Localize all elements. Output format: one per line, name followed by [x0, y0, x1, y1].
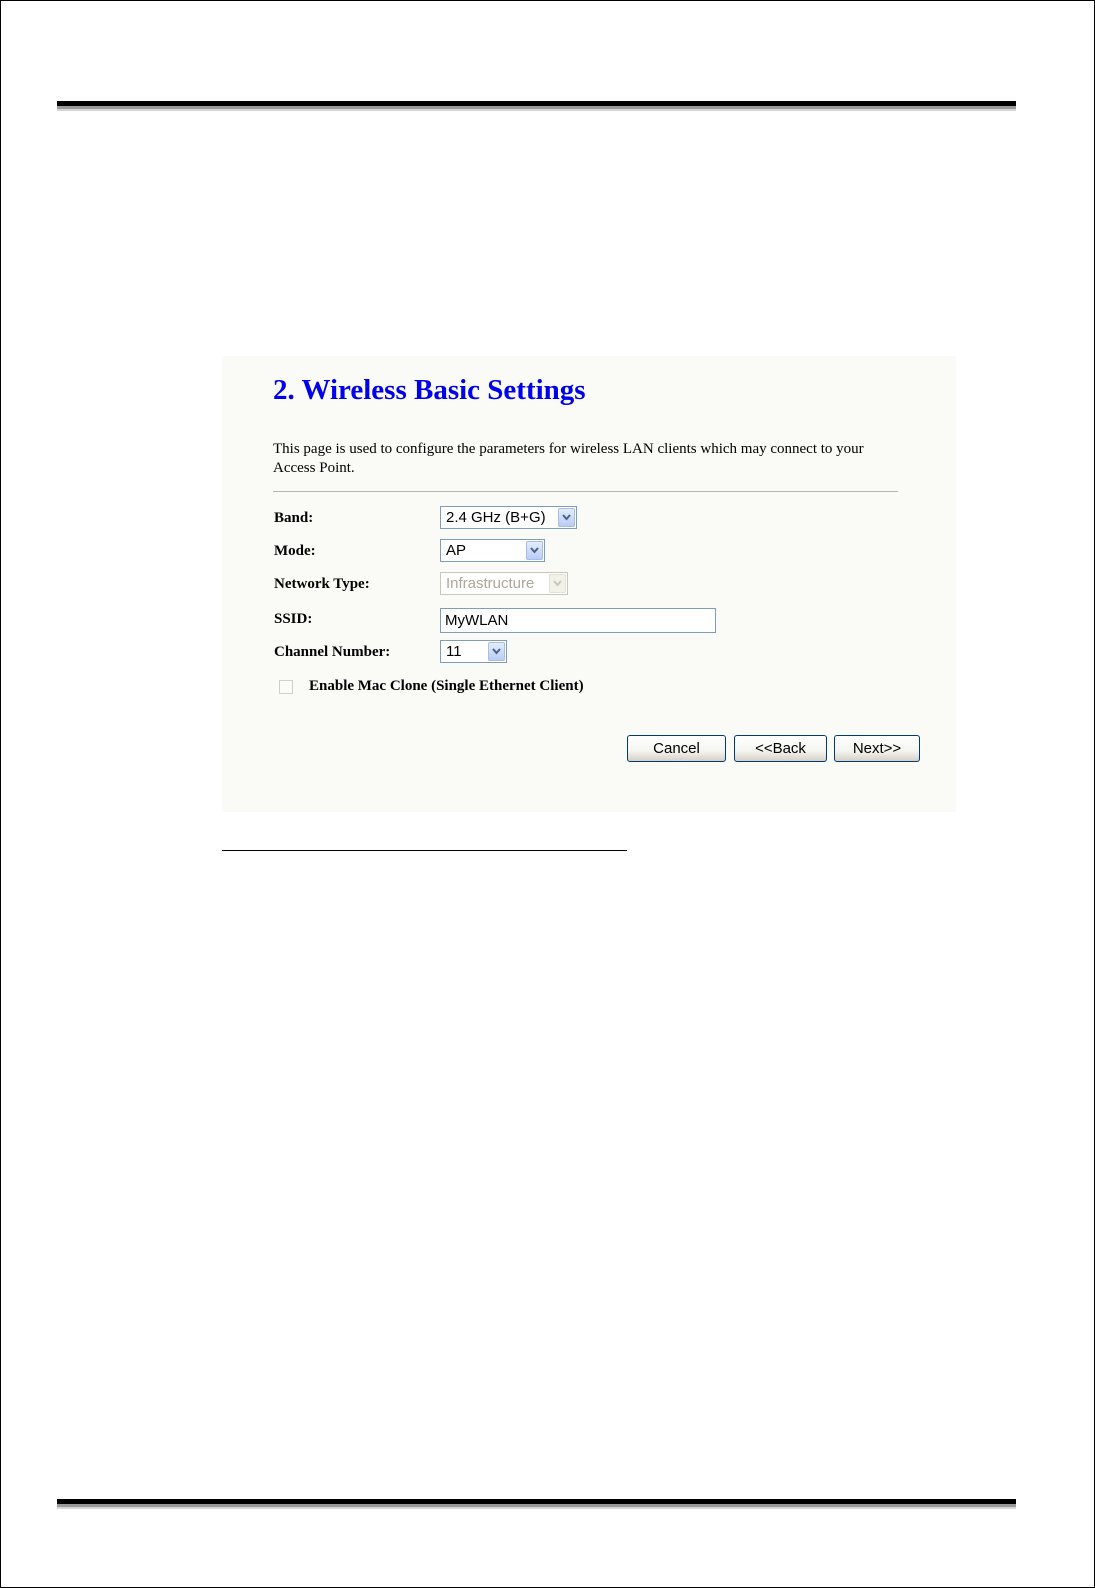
page-title: 2. Wireless Basic Settings: [273, 374, 586, 406]
channel-label: Channel Number:: [274, 644, 391, 660]
mac-clone-label: Enable Mac Clone (Single Ethernet Client): [309, 678, 584, 694]
mode-value: AP: [446, 542, 467, 559]
network-type-label: Network Type:: [274, 576, 370, 592]
chevron-down-icon: [558, 508, 575, 527]
chevron-down-icon: [549, 574, 566, 593]
next-button[interactable]: Next>>: [834, 735, 920, 762]
ssid-label: SSID:: [274, 611, 313, 627]
separator: [273, 491, 898, 492]
band-label: Band:: [274, 510, 314, 526]
wizard-panel: [222, 356, 956, 812]
footer-rule: [57, 1499, 1016, 1504]
ssid-input[interactable]: [440, 608, 716, 633]
chevron-down-icon: [526, 541, 543, 560]
band-select[interactable]: [440, 506, 577, 529]
network-type-select: [440, 572, 568, 595]
mode-select[interactable]: [440, 539, 545, 562]
header-rule: [57, 101, 1016, 106]
channel-select[interactable]: [440, 640, 507, 663]
page-description: This page is used to configure the parameters for wireless LAN clients which may connect to your Access Point.: [273, 441, 864, 476]
channel-value: 11: [446, 643, 462, 660]
back-button[interactable]: <<Back: [734, 735, 827, 762]
caption-rule: [222, 850, 627, 851]
network-type-value: Infrastructure: [446, 575, 535, 592]
band-value: 2.4 GHz (B+G): [446, 509, 546, 526]
mac-clone-checkbox[interactable]: [279, 680, 293, 694]
chevron-down-icon: [488, 642, 505, 661]
mode-label: Mode:: [274, 543, 316, 559]
cancel-button[interactable]: Cancel: [627, 735, 726, 762]
